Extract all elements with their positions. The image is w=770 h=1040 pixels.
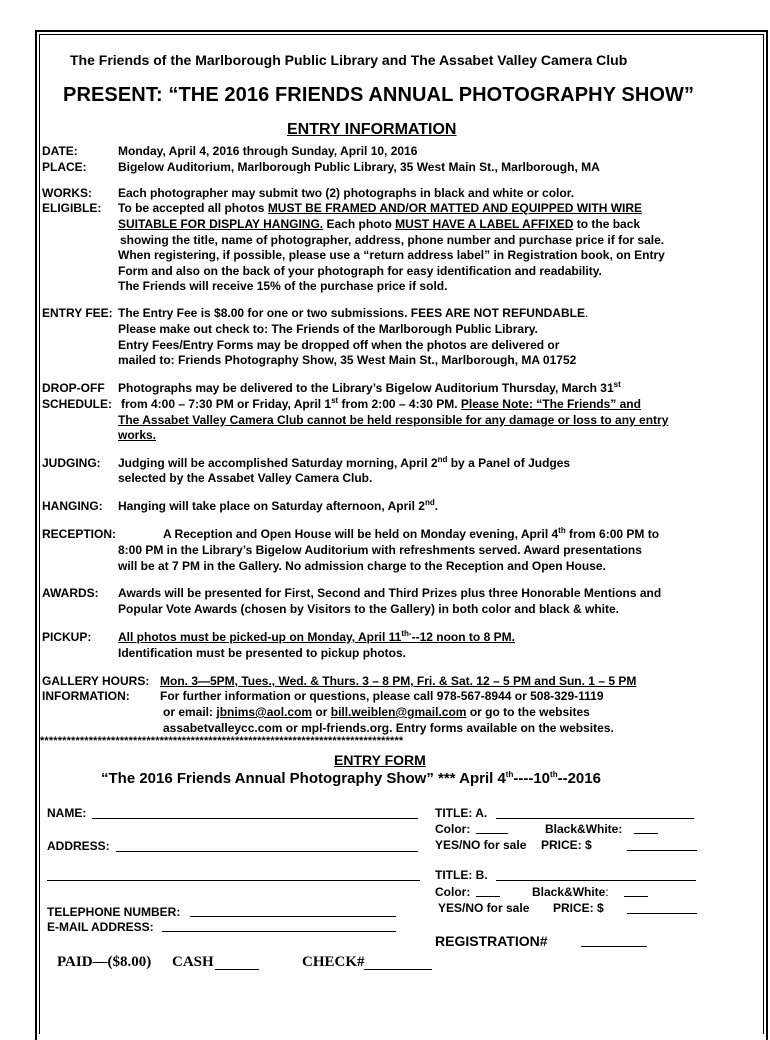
date-text: Monday, April 4, 2016 through Sunday, April 10, 2016 <box>118 144 418 158</box>
dropoff-line-1: Photographs may be delivered to the Library’s Bigelow Auditorium Thursday, March 31st <box>118 380 621 395</box>
entry-fee-line-1: The Entry Fee is $8.00 for one or two submissions. FEES ARE NOT REFUNDABLE. <box>118 306 589 320</box>
bw-a-field[interactable] <box>634 833 658 834</box>
cash-label: CASH <box>172 954 214 970</box>
works-line-3: SUITABLE FOR DISPLAY HANGING. Each photo MUST HAVE A LABEL AFFIXED to the back <box>118 217 641 231</box>
title-a-field[interactable] <box>496 818 694 819</box>
email-link-1[interactable]: jbnims@aol.com <box>216 705 313 719</box>
telephone-field[interactable] <box>190 916 396 917</box>
gallery-hours-text: Mon. 3—5PM, Tues., Wed. & Thurs. 3 – 8 PM, Fri. & Sat. 12 – 5 PM and Sun. 1 – 5 PM <box>160 674 637 688</box>
awards-line-1: Awards will be presented for First, Second and Third Prizes plus three Honorable Mentions and <box>118 586 662 600</box>
works-line-1: Each photographer may submit two (2) photographs in black and white or color. <box>118 186 575 200</box>
sale-a-label: YES/NO for sale <box>435 838 527 852</box>
telephone-label: TELEPHONE NUMBER: <box>47 905 181 919</box>
information-label: INFORMATION: <box>42 689 130 703</box>
registration-label: REGISTRATION# <box>435 933 548 949</box>
section-title: ENTRY INFORMATION <box>287 121 457 138</box>
entry-fee-line-3: Entry Fees/Entry Forms may be dropped off when the photos are delivered or <box>118 338 560 352</box>
hanging-label: HANGING: <box>42 499 103 513</box>
entry-form-subheading: “The 2016 Friends Annual Photography Show” *** April 4th----10th--2016 <box>101 770 601 787</box>
page-title: PRESENT: “THE 2016 FRIENDS ANNUAL PHOTOGRAPHY SHOW” <box>63 84 695 106</box>
price-a-label: PRICE: $ <box>541 838 592 852</box>
place-text: Bigelow Auditorium, Marlborough Public Library, 35 West Main St., Marlborough, MA <box>118 160 600 174</box>
gallery-hours-label: GALLERY HOURS: <box>42 674 150 688</box>
check-label: CHECK# <box>302 954 365 970</box>
works-line-6: Form and also on the back of your photograph for easy identification and readability. <box>118 264 602 278</box>
email-link-2[interactable]: bill.weiblen@gmail.com <box>330 705 467 719</box>
works-line-7: The Friends will receive 15% of the purchase price if sold. <box>118 279 448 293</box>
address-field-2[interactable] <box>47 880 420 881</box>
registration-field[interactable] <box>581 946 647 947</box>
color-a-label: Color: <box>435 822 471 836</box>
judging-line-2: selected by the Assabet Valley Camera Club. <box>118 471 373 485</box>
address-label: ADDRESS: <box>47 839 110 853</box>
dropoff-line-2: from 4:00 – 7:30 PM or Friday, April 1st from 2:00 – 4:30 PM. Please Note: “The Friends” and <box>121 396 641 411</box>
place-label: PLACE: <box>42 160 87 174</box>
pickup-label: PICKUP: <box>42 630 92 644</box>
email-field[interactable] <box>162 931 396 932</box>
paid-label: PAID—($8.00) <box>57 954 152 970</box>
color-b-label: Color: <box>435 885 471 899</box>
judging-label: JUDGING: <box>42 456 101 470</box>
reception-line-1: A Reception and Open House will be held on Monday evening, April 4th from 6:00 PM to <box>163 526 660 541</box>
reception-label: RECEPTION: <box>42 527 117 541</box>
entry-fee-line-2: Please make out check to: The Friends of the Marlborough Public Library. <box>118 322 538 336</box>
information-line-1: For further information or questions, please call 978-567-8944 or 508-329-1119 <box>160 689 604 703</box>
price-b-label: PRICE: $ <box>553 901 604 915</box>
information-line-3: assabetvalleycc.com or mpl-friends.org. Entry forms available on the websites. <box>163 721 614 735</box>
entry-fee-line-4: mailed to: Friends Photography Show, 35 West Main St., Marlborough, MA 01752 <box>118 353 577 367</box>
presenters-line: The Friends of the Marlborough Public Library and The Assabet Valley Camera Club <box>70 52 628 68</box>
color-a-field[interactable] <box>476 833 508 834</box>
awards-label: AWARDS: <box>42 586 99 600</box>
price-b-field[interactable] <box>627 913 697 914</box>
sale-b-label: YES/NO for sale <box>438 901 530 915</box>
date-label: DATE: <box>42 144 78 158</box>
reception-line-2: 8:00 PM in the Library’s Bigelow Auditorium with refreshments served. Award presentations <box>118 543 642 557</box>
dropoff-line-4: works. <box>118 428 157 442</box>
schedule-label: SCHEDULE: <box>42 397 113 411</box>
works-line-5: When registering, if possible, please use a “return address label” in Registration book, on Entry <box>118 248 665 262</box>
judging-line-1: Judging will be accomplished Saturday morning, April 2nd by a Panel of Judges <box>118 455 571 470</box>
works-line-4: showing the title, name of photographer, address, phone number and purchase price if for sale. <box>120 233 665 247</box>
address-field[interactable] <box>116 851 418 852</box>
entry-fee-label: ENTRY FEE: <box>42 306 113 320</box>
reception-line-3: will be at 7 PM in the Gallery. No admission charge to the Reception and Open House. <box>118 559 606 573</box>
pickup-line-2: Identification must be presented to pickup photos. <box>118 646 407 660</box>
pickup-line-1: All photos must be picked-up on Monday, April $11^{th-}--12$ noon to 8 PM. <box>118 629 515 644</box>
bw-a-label: Black&White: <box>545 822 623 836</box>
name-field[interactable] <box>92 818 418 819</box>
awards-line-2: Popular Vote Awards (chosen by Visitors to the Gallery) in both color and black & white. <box>118 602 619 616</box>
works-line-2: To be accepted all photos MUST BE FRAMED AND/OR MATTED AND EQUIPPED WITH WIRE <box>118 201 643 215</box>
check-number-field[interactable] <box>364 969 432 970</box>
dropoff-line-3: The Assabet Valley Camera Club cannot be held responsible for any damage or loss to any entry <box>118 413 669 427</box>
bw-b-label: Black&White: <box>532 885 609 899</box>
eligible-label: ELIGIBLE: <box>42 201 102 215</box>
separator-stars: ********************************************************************************** <box>40 735 404 747</box>
bw-b-field[interactable] <box>624 896 648 897</box>
hanging-line-1: Hanging will take place on Saturday afternoon, April 2nd. <box>118 498 439 513</box>
information-line-2: or email: jbnims@aol.com or bill.weiblen@gmail.com or go to the websites <box>163 705 590 719</box>
works-label: WORKS: <box>42 186 92 200</box>
title-b-field[interactable] <box>496 880 696 881</box>
dropoff-label: DROP-OFF <box>42 381 105 395</box>
cash-field[interactable] <box>215 969 259 970</box>
email-label: E-MAIL ADDRESS: <box>47 920 154 934</box>
title-b-label: TITLE: B. <box>435 868 488 882</box>
price-a-field[interactable] <box>627 850 697 851</box>
entry-form-heading: ENTRY FORM <box>334 752 426 768</box>
name-label: NAME: <box>47 806 87 820</box>
title-a-label: TITLE: A. <box>435 806 488 820</box>
color-b-field[interactable] <box>476 896 500 897</box>
